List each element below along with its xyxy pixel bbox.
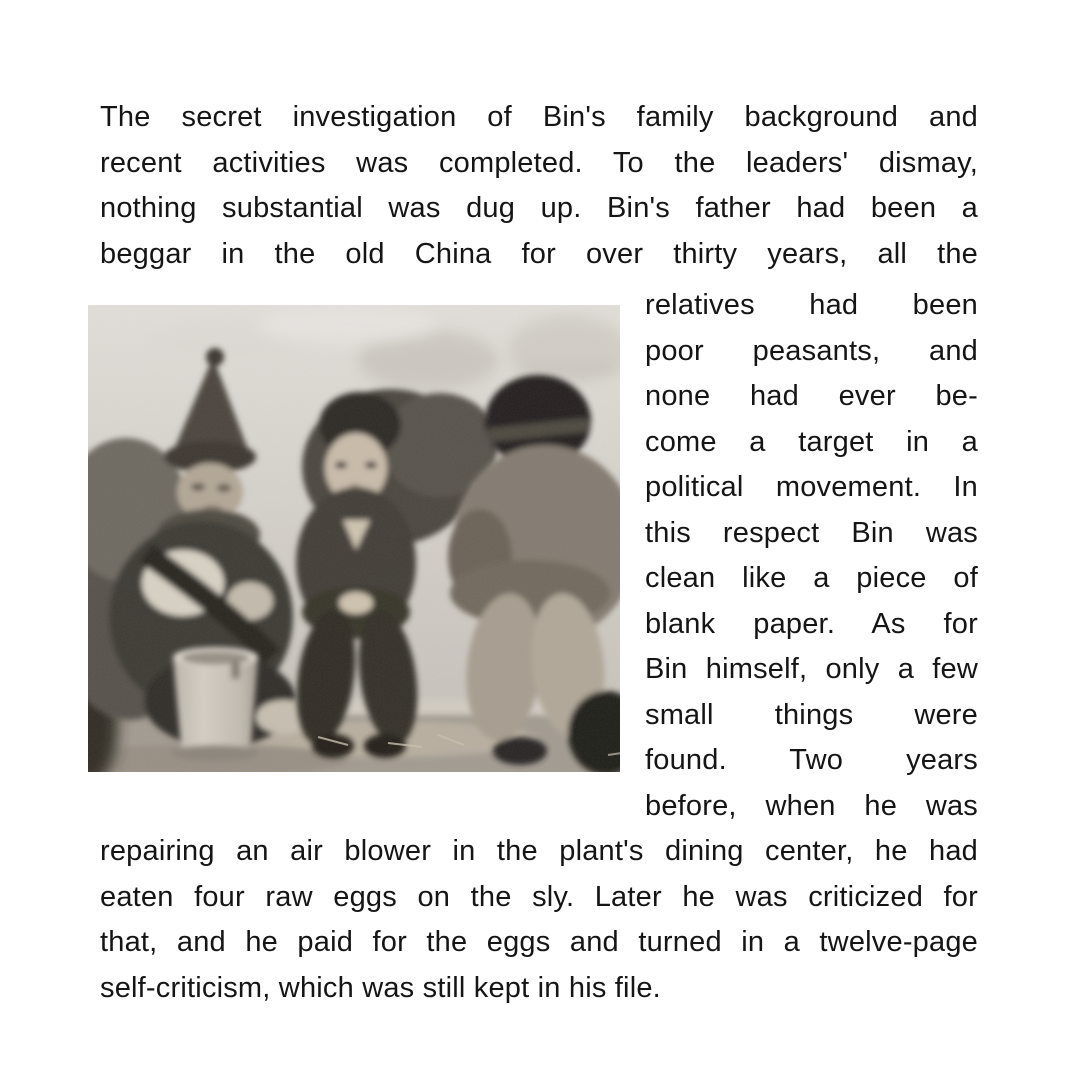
text-line: come a target in a: [645, 425, 978, 458]
text-line: this respect Bin was: [645, 516, 978, 549]
beggars-photo: [88, 305, 620, 772]
text-line: found. Two years: [645, 744, 978, 776]
paragraph-bottom: [100, 829, 978, 1011]
text-line: blank paper. As for: [645, 607, 978, 640]
text-line: self-criticism, which was still kept in his file.: [100, 971, 661, 1004]
paragraph-top: [100, 95, 978, 277]
text-line: before, when he was: [645, 789, 978, 822]
beggars-photo-illustration: [88, 305, 620, 772]
text-line: repairing an air blower in the plant's dining center, he had: [100, 835, 978, 867]
text-line: small things were: [645, 698, 978, 731]
text-line: nothing substantial was dug up. Bin's father had been a: [100, 192, 978, 224]
paragraph-wrap-column: [645, 283, 978, 829]
text-line: political movement. In: [645, 471, 978, 503]
text-line: Bin himself, only a few: [645, 653, 978, 685]
text-line: poor peasants, and: [645, 334, 978, 367]
text-line: clean like a piece of: [645, 562, 978, 594]
text-line: beggar in the old China for over thirty years, all the: [100, 237, 978, 270]
text-line: none had ever be-: [645, 380, 978, 412]
text-line: relatives had been: [645, 289, 978, 321]
text-line: recent activities was completed. To the leaders' dismay,: [100, 146, 978, 179]
text-line: that, and he paid for the eggs and turned in a twelve-page: [100, 926, 978, 958]
text-line: eaten four raw eggs on the sly. Later he was criticized for: [100, 880, 978, 913]
text-line: The secret investigation of Bin's family background and: [100, 101, 978, 133]
